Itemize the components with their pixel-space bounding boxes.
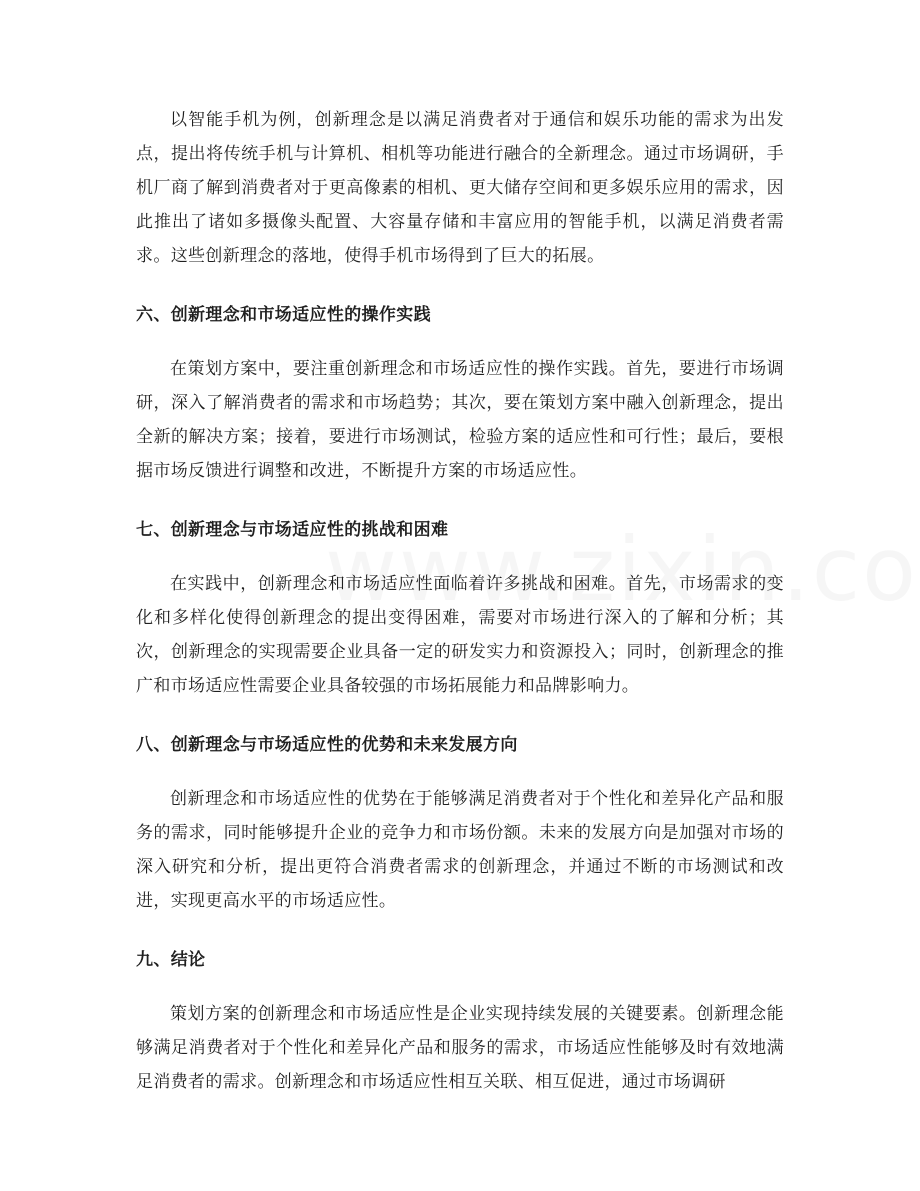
section-heading-9: 九、结论 [136,950,206,970]
paragraph-challenges: 在实践中，创新理念和市场适应性面临着许多挑战和困难。首先，市场需求的变化和多样化使得创新理念的提出变得困难，需要对市场进行深入的了解和分析；其次，创新理念的实现需要企业具备一定的研发实力和资源投入；同时，创新理念的推广和市场适应性需要企业具备较强的市场拓展能力和品牌影响力。 [136,574,784,696]
section-heading-8: 八、创新理念与市场适应性的优势和未来发展方向 [136,735,518,755]
section-heading-6: 六、创新理念和市场适应性的操作实践 [136,305,431,325]
paragraph-advantages: 创新理念和市场适应性的优势在于能够满足消费者对于个性化和差异化产品和服务的需求，同时能够提升企业的竞争力和市场份额。未来的发展方向是加强对市场的深入研究和分析，提出更符合消费者需求的创新理念，并通过不断的市场测试和改进，实现更高水平的市场适应性。 [136,789,784,911]
paragraph-smartphone-example: 以智能手机为例，创新理念是以满足消费者对于通信和娱乐功能的需求为出发点，提出将传统手机与计算机、相机等功能进行融合的全新理念。通过市场调研，手机厂商了解到消费者对于更高像素的相机、更大储存空间和更多娱乐应用的需求，因此推出了诸如多摄像头配置、大容量存储和丰富应用的智能手机，以满足消费者需求。这些创新理念的落地，使得手机市场得到了巨大的拓展。 [136,110,784,266]
paragraph-conclusion: 策划方案的创新理念和市场适应性是企业实现持续发展的关键要素。创新理念能够满足消费者对于个性化和差异化产品和服务的需求，市场适应性能够及时有效地满足消费者的需求。创新理念和市场适应性相互关联、相互促进，通过市场调研 [136,1004,784,1092]
document-body [136,103,784,1099]
paragraph-operational-practice: 在策划方案中，要注重创新理念和市场适应性的操作实践。首先，要进行市场调研，深入了解消费者的需求和市场趋势；其次，要在策划方案中融入创新理念，提出全新的解决方案；接着，要进行市场测试，检验方案的适应性和可行性；最后，要根据市场反馈进行调整和改进，不断提升方案的市场适应性。 [136,359,784,481]
section-heading-7: 七、创新理念与市场适应性的挑战和困难 [136,520,449,540]
